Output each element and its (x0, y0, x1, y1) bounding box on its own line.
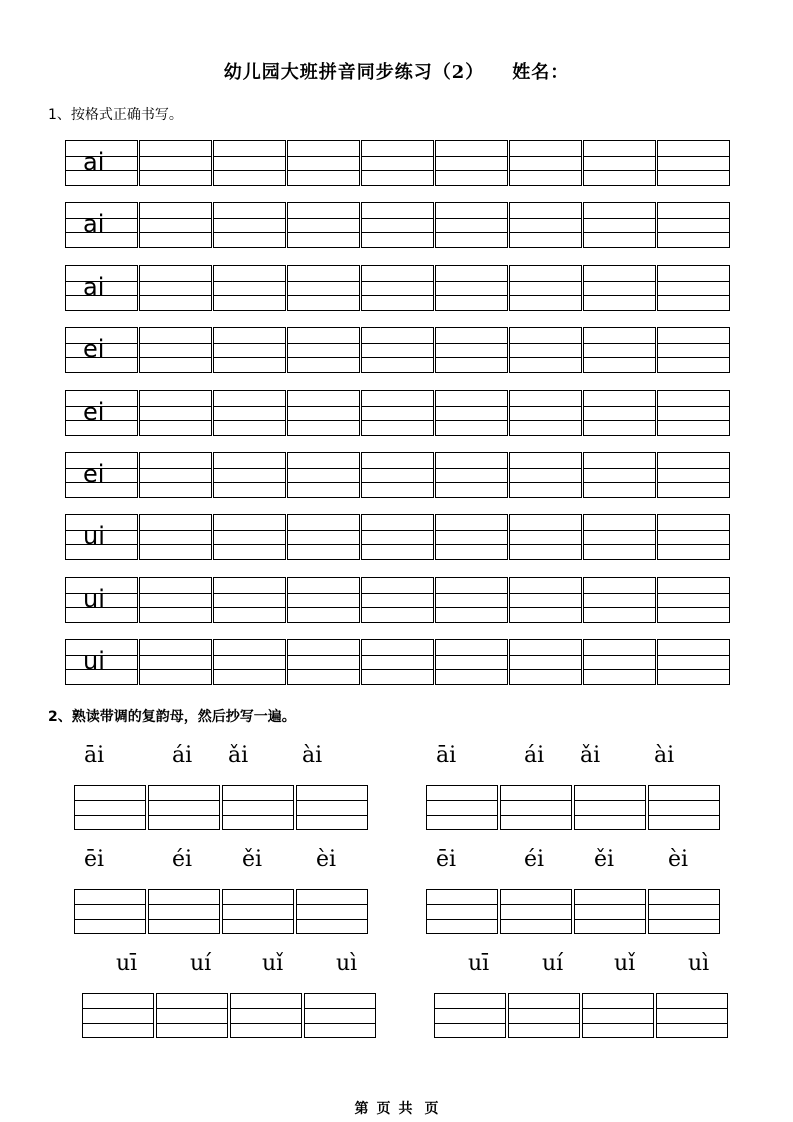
writing-cell[interactable] (574, 889, 646, 934)
writing-cell[interactable] (426, 889, 498, 934)
tone-syllable: uǐ (614, 951, 636, 976)
writing-cell[interactable] (435, 514, 508, 560)
tone-syllable: uí (190, 951, 212, 976)
writing-cell[interactable] (222, 889, 294, 934)
writing-cell[interactable] (509, 514, 582, 560)
writing-cell[interactable] (583, 577, 656, 623)
tone-syllable: āi (84, 743, 105, 768)
writing-cell[interactable] (583, 265, 656, 311)
sample-pinyin: ai (83, 148, 105, 176)
writing-cell[interactable] (509, 577, 582, 623)
writing-cell[interactable] (657, 202, 730, 248)
tone-syllable: uī (116, 951, 138, 976)
sample-pinyin: ei (83, 335, 105, 363)
writing-cell[interactable] (213, 452, 286, 498)
writing-cell[interactable] (500, 889, 572, 934)
writing-cell[interactable] (213, 140, 286, 186)
writing-cell[interactable] (213, 514, 286, 560)
tone-syllable: éi (524, 847, 545, 872)
sample-pinyin: ui (83, 647, 105, 675)
writing-cell[interactable] (139, 639, 212, 685)
writing-cell[interactable] (583, 452, 656, 498)
writing-cell[interactable] (287, 140, 360, 186)
writing-cell[interactable] (657, 452, 730, 498)
tone-syllable: ēi (436, 847, 457, 872)
name-label: 姓名： (512, 62, 570, 83)
writing-cell[interactable] (361, 140, 434, 186)
writing-cell[interactable] (222, 785, 294, 830)
writing-cell[interactable] (156, 993, 228, 1038)
writing-cell[interactable] (656, 993, 728, 1038)
tone-syllable: uì (336, 951, 358, 976)
writing-cell[interactable] (213, 327, 286, 373)
tone-syllable: èi (668, 847, 689, 872)
writing-cell[interactable] (287, 577, 360, 623)
writing-cell[interactable] (213, 639, 286, 685)
writing-cell[interactable] (213, 265, 286, 311)
writing-cell[interactable] (361, 390, 434, 436)
section2-instruction: 2、熟读带调的复韵母，然后抄写一遍。 (48, 709, 296, 725)
writing-cell[interactable] (296, 785, 368, 830)
writing-cell[interactable] (582, 993, 654, 1038)
writing-cell[interactable] (508, 993, 580, 1038)
writing-cell[interactable] (287, 202, 360, 248)
writing-cell[interactable] (287, 327, 360, 373)
writing-cell[interactable] (148, 785, 220, 830)
writing-cell[interactable] (148, 889, 220, 934)
writing-cell[interactable] (435, 452, 508, 498)
writing-cell[interactable] (361, 514, 434, 560)
writing-cell[interactable] (139, 140, 212, 186)
page-title (0, 58, 793, 84)
writing-cell[interactable] (509, 140, 582, 186)
sample-cell (65, 639, 138, 685)
writing-cell[interactable] (139, 514, 212, 560)
writing-cell[interactable] (435, 202, 508, 248)
writing-cell[interactable] (435, 265, 508, 311)
writing-cell[interactable] (361, 577, 434, 623)
writing-cell[interactable] (287, 514, 360, 560)
writing-cell[interactable] (213, 202, 286, 248)
writing-cell[interactable] (509, 265, 582, 311)
writing-cell[interactable] (657, 514, 730, 560)
writing-cell[interactable] (648, 889, 720, 934)
writing-cell[interactable] (82, 993, 154, 1038)
writing-cell[interactable] (139, 577, 212, 623)
section1-instruction: 1、按格式正确书写。 (48, 107, 183, 123)
writing-cell[interactable] (435, 577, 508, 623)
tone-syllable: uì (688, 951, 710, 976)
sample-cell (65, 327, 138, 373)
writing-cell[interactable] (139, 390, 212, 436)
sample-cell (65, 265, 138, 311)
writing-cell[interactable] (648, 785, 720, 830)
tone-syllable: ǎi (580, 743, 601, 768)
writing-cell[interactable] (74, 785, 146, 830)
sample-cell (65, 140, 138, 186)
tone-syllable: ǎi (228, 743, 249, 768)
writing-cell[interactable] (583, 639, 656, 685)
writing-cell[interactable] (296, 889, 368, 934)
sample-cell (65, 452, 138, 498)
writing-cell[interactable] (230, 993, 302, 1038)
writing-cell[interactable] (435, 390, 508, 436)
tone-syllable: ái (172, 743, 193, 768)
writing-cell[interactable] (574, 785, 646, 830)
sample-cell (65, 577, 138, 623)
writing-cell[interactable] (361, 202, 434, 248)
tone-syllable: ài (302, 743, 323, 768)
writing-cell[interactable] (509, 452, 582, 498)
writing-cell[interactable] (213, 390, 286, 436)
writing-cell[interactable] (657, 577, 730, 623)
writing-cell[interactable] (583, 327, 656, 373)
writing-cell[interactable] (657, 390, 730, 436)
writing-cell[interactable] (287, 265, 360, 311)
sample-pinyin: ei (83, 460, 105, 488)
writing-cell[interactable] (435, 140, 508, 186)
sample-cell (65, 202, 138, 248)
tone-syllable: ēi (84, 847, 105, 872)
sample-pinyin: ui (83, 522, 105, 550)
tone-syllable: āi (436, 743, 457, 768)
writing-cell[interactable] (426, 785, 498, 830)
tone-syllable: ěi (594, 847, 615, 872)
writing-cell[interactable] (139, 327, 212, 373)
writing-cell[interactable] (509, 202, 582, 248)
tone-syllable: ěi (242, 847, 263, 872)
sample-cell (65, 514, 138, 560)
writing-cell[interactable] (213, 577, 286, 623)
tone-syllable: uī (468, 951, 490, 976)
writing-cell[interactable] (361, 452, 434, 498)
writing-cell[interactable] (657, 639, 730, 685)
writing-cell[interactable] (583, 514, 656, 560)
sample-pinyin: ui (83, 585, 105, 613)
writing-cell[interactable] (435, 639, 508, 685)
tone-syllable: ái (524, 743, 545, 768)
tone-syllable: èi (316, 847, 337, 872)
tone-syllable: uí (542, 951, 564, 976)
writing-cell[interactable] (657, 140, 730, 186)
writing-cell[interactable] (287, 639, 360, 685)
writing-cell[interactable] (139, 452, 212, 498)
writing-cell[interactable] (509, 327, 582, 373)
sample-cell (65, 390, 138, 436)
tone-syllable: uǐ (262, 951, 284, 976)
worksheet-title: 幼儿园大班拼音同步练习（2） (223, 62, 485, 83)
sample-pinyin: ai (83, 210, 105, 238)
writing-cell[interactable] (434, 993, 506, 1038)
writing-cell[interactable] (583, 140, 656, 186)
writing-cell[interactable] (583, 202, 656, 248)
writing-cell[interactable] (657, 265, 730, 311)
writing-cell[interactable] (139, 265, 212, 311)
writing-cell[interactable] (361, 639, 434, 685)
writing-cell[interactable] (509, 390, 582, 436)
writing-cell[interactable] (500, 785, 572, 830)
writing-cell[interactable] (287, 390, 360, 436)
sample-pinyin: ai (83, 273, 105, 301)
tone-syllable: éi (172, 847, 193, 872)
writing-cell[interactable] (657, 327, 730, 373)
page-footer: 第 页 共 页 (354, 1101, 439, 1117)
writing-cell[interactable] (361, 327, 434, 373)
writing-cell[interactable] (509, 639, 582, 685)
writing-cell[interactable] (304, 993, 376, 1038)
writing-cell[interactable] (74, 889, 146, 934)
sample-pinyin: ei (83, 398, 105, 426)
writing-cell[interactable] (361, 265, 434, 311)
writing-cell[interactable] (287, 452, 360, 498)
writing-cell[interactable] (139, 202, 212, 248)
writing-cell[interactable] (435, 327, 508, 373)
tone-syllable: ài (654, 743, 675, 768)
writing-cell[interactable] (583, 390, 656, 436)
